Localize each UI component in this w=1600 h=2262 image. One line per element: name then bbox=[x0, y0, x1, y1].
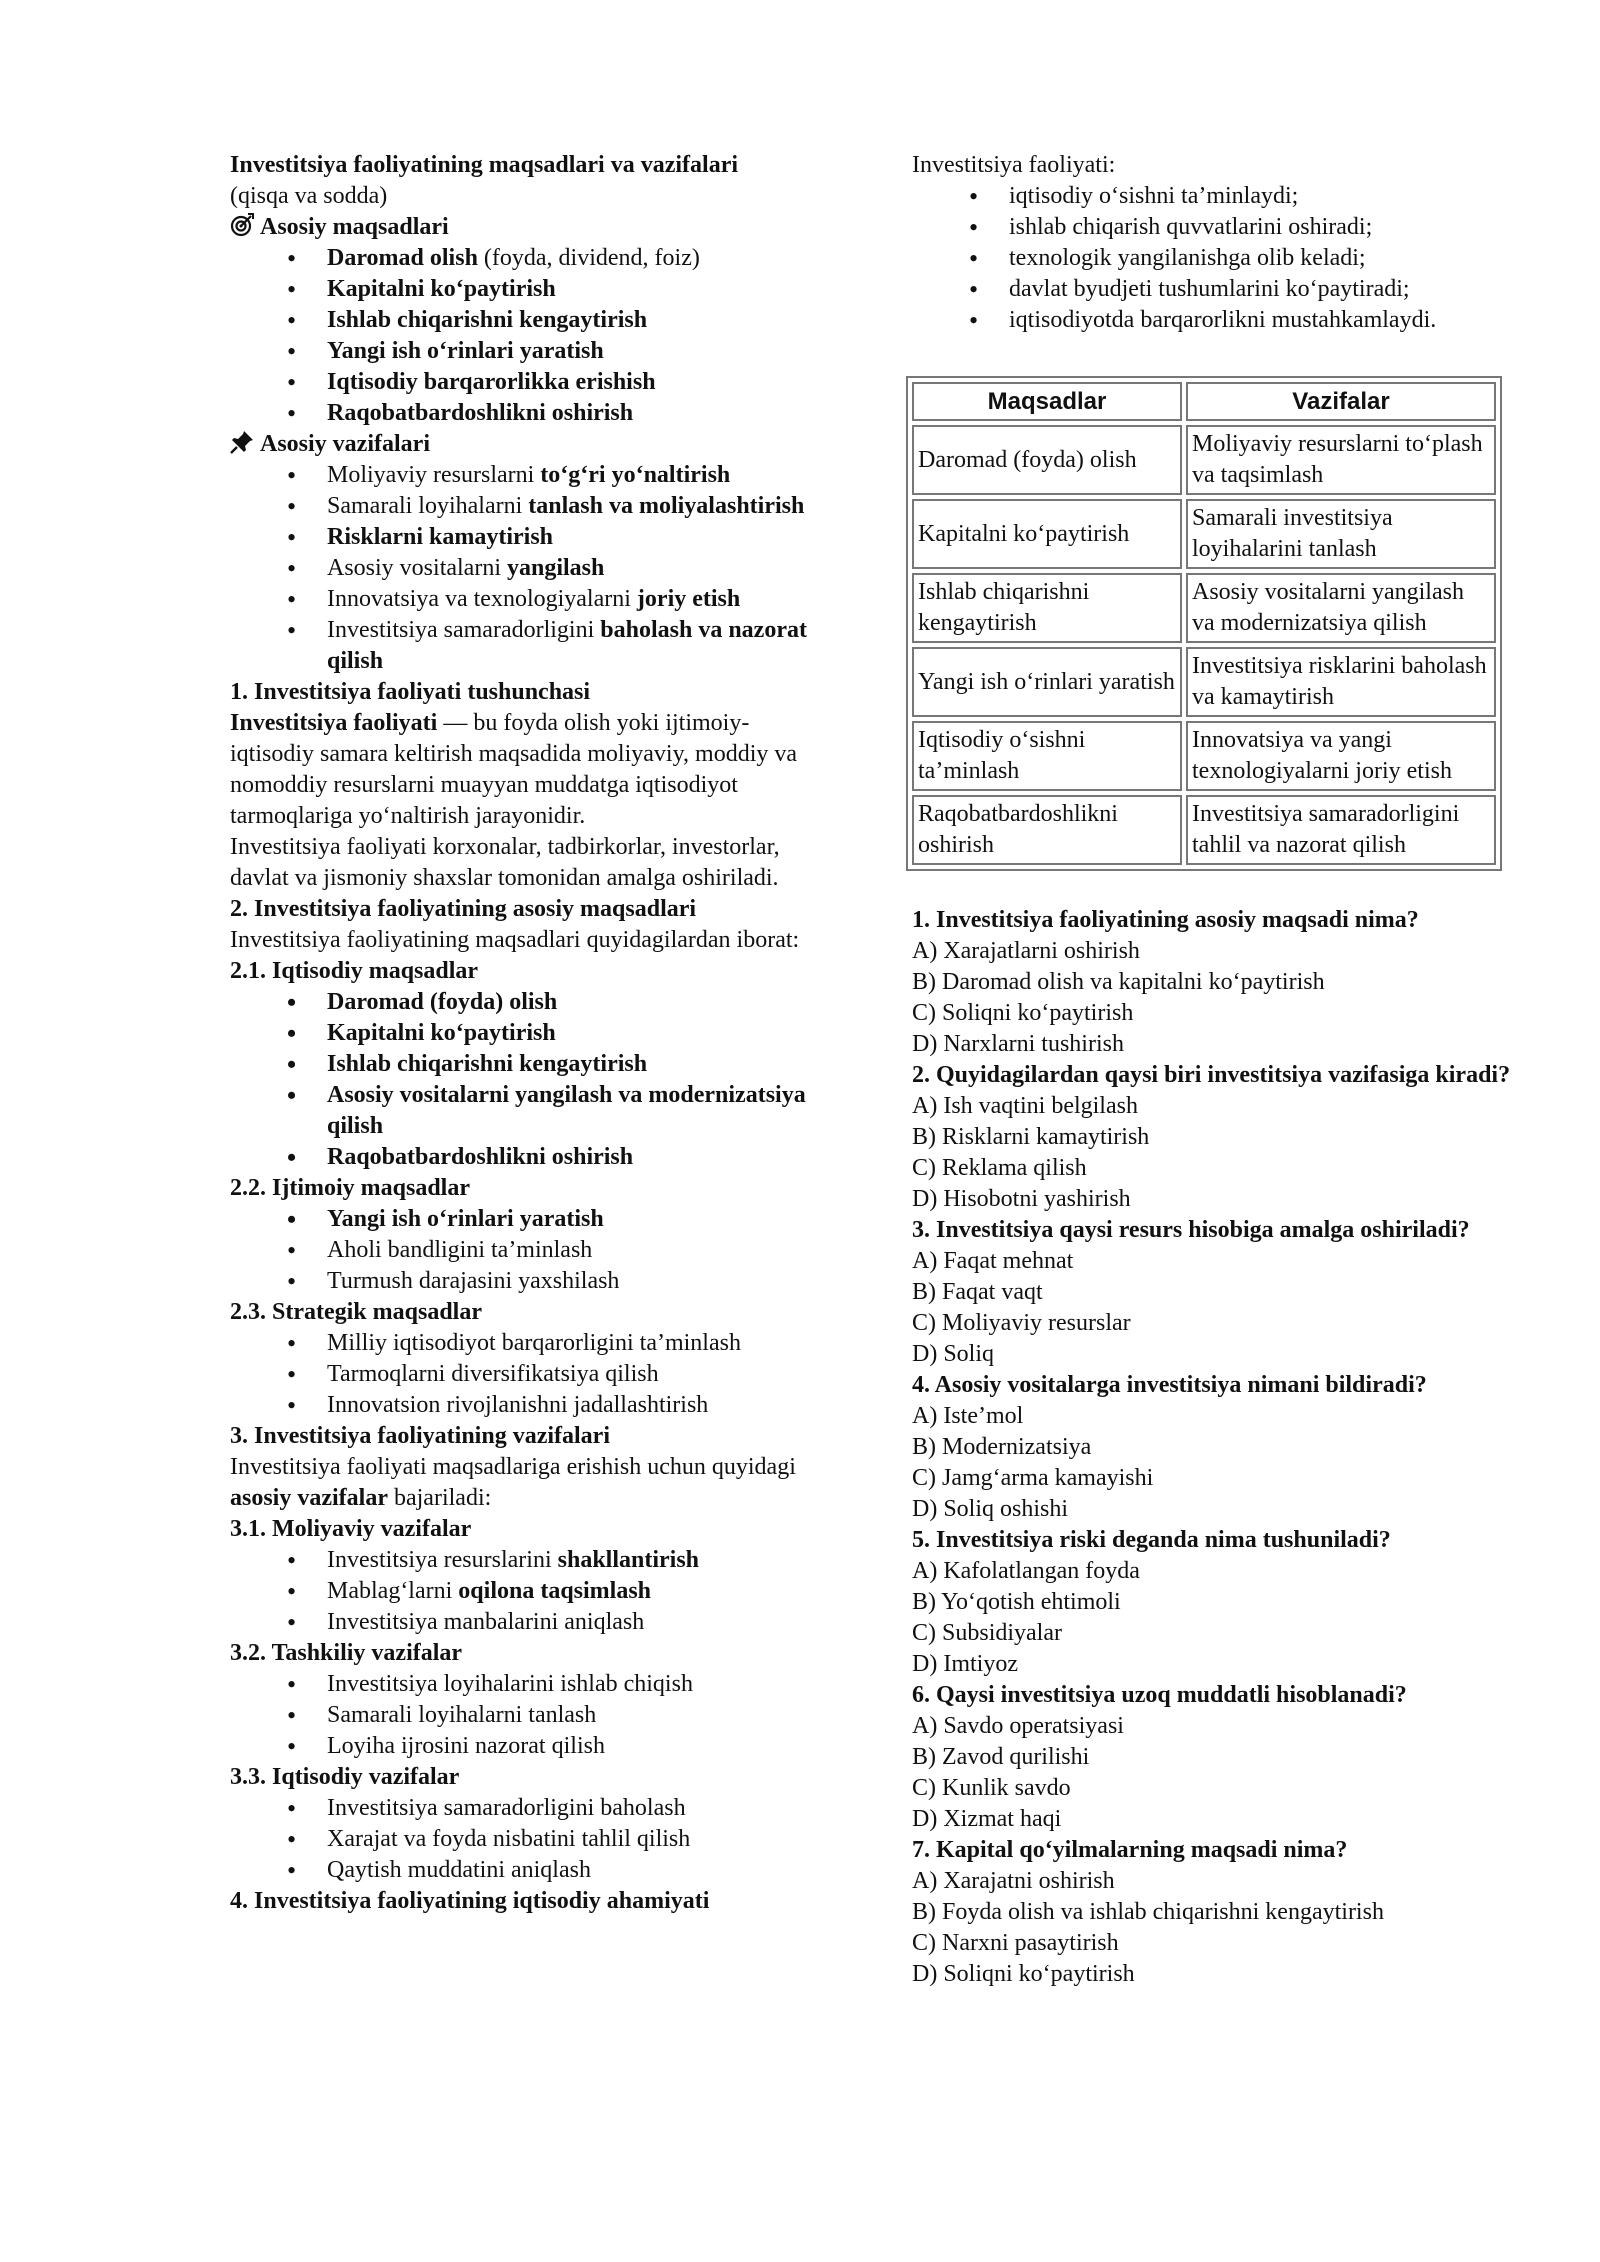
table-cell-goal: Raqobatbardoshlikni oshirish bbox=[912, 795, 1182, 865]
list-item: • davlat byudjeti tushumlarini ko‘paytiradi; bbox=[1009, 274, 1512, 305]
right-column bbox=[912, 150, 1512, 1990]
list-item: • Ishlab chiqarishni kengaytirish bbox=[327, 305, 830, 336]
list-item: • Raqobatbardoshlikni oshirish bbox=[327, 398, 830, 429]
list-item: • Innovatsiya va texnologiyalarni joriy etish bbox=[327, 584, 830, 615]
quiz-option: D) Hisobotni yashirish bbox=[912, 1186, 1131, 1212]
quiz-option: C) Moliyaviy resurslar bbox=[912, 1310, 1131, 1336]
s2-intro: Investitsiya faoliyatining maqsadlari quyidagilardan iborat: bbox=[230, 927, 800, 953]
list-item: • Mablag‘larni oqilona taqsimlash bbox=[327, 1576, 830, 1607]
quiz-question: 1. Investitsiya faoliyatining asosiy maqsadi nima? bbox=[912, 907, 1419, 933]
list-item: • Moliyaviy resurslarni to‘g‘ri yo‘naltirish bbox=[327, 460, 830, 491]
s1-paragraph: Investitsiya faoliyati korxonalar, tadbirkorlar, investorlar, davlat va jismoniy shaxslar tomonidan amalga oshiriladi. bbox=[230, 834, 780, 891]
list-item: • Kapitalni ko‘paytirish bbox=[327, 274, 830, 305]
s21-list bbox=[230, 987, 830, 1173]
quiz-option: A) Savdo operatsiyasi bbox=[912, 1713, 1124, 1739]
list-item: • Xarajat va foyda nisbatini tahlil qilish bbox=[327, 1824, 830, 1855]
s23-list bbox=[230, 1328, 830, 1421]
s31-list bbox=[230, 1545, 830, 1638]
list-item: • Innovatsion rivojlanishni jadallashtirish bbox=[327, 1390, 830, 1421]
s3-intro: Investitsiya faoliyati maqsadlariga erishish uchun quyidagi asosiy vazifalar bajariladi: bbox=[230, 1454, 796, 1511]
quiz-option: C) Narxni pasaytirish bbox=[912, 1930, 1119, 1956]
list-item: • Samarali loyihalarni tanlash bbox=[327, 1700, 830, 1731]
quiz-option: C) Kunlik savdo bbox=[912, 1775, 1071, 1801]
quiz-option: B) Daromad olish va kapitalni ko‘paytirish bbox=[912, 969, 1325, 995]
s32-heading: 3.2. Tashkiliy vazifalar bbox=[230, 1640, 463, 1666]
list-item: • Investitsiya samaradorligini baholash va nazorat qilish bbox=[327, 615, 830, 677]
quiz-option: C) Subsidiyalar bbox=[912, 1620, 1062, 1646]
s22-heading: 2.2. Ijtimoiy maqsadlar bbox=[230, 1175, 470, 1201]
list-item: • ishlab chiqarish quvvatlarini oshiradi; bbox=[1009, 212, 1512, 243]
quiz-question: 6. Qaysi investitsiya uzoq muddatli hisoblanadi? bbox=[912, 1682, 1407, 1708]
quiz-option: B) Risklarni kamaytirish bbox=[912, 1124, 1150, 1150]
s4-heading: 4. Investitsiya faoliyatining iqtisodiy ahamiyati bbox=[230, 1888, 710, 1914]
list-item: • Investitsiya resurslarini shakllantirish bbox=[327, 1545, 830, 1576]
list-item: • Daromad (foyda) olish bbox=[327, 987, 830, 1018]
quiz-option: D) Soliq oshishi bbox=[912, 1496, 1069, 1522]
list-item: • Yangi ish o‘rinlari yaratish bbox=[327, 1204, 830, 1235]
list-item: • Tarmoqlarni diversifikatsiya qilish bbox=[327, 1359, 830, 1390]
list-item: • Milliy iqtisodiyot barqarorligini ta’minlash bbox=[327, 1328, 830, 1359]
s23-heading: 2.3. Strategik maqsadlar bbox=[230, 1299, 482, 1325]
table-header-row bbox=[912, 382, 1496, 421]
s22-list bbox=[230, 1204, 830, 1297]
list-item: • Ishlab chiqarishni kengaytirish bbox=[327, 1049, 830, 1080]
list-item: • Asosiy vositalarni yangilash va modernizatsiya qilish bbox=[327, 1080, 830, 1142]
table-cell-goal: Daromad (foyda) olish bbox=[912, 425, 1182, 495]
list-item: • Daromad olish (foyda, dividend, foiz) bbox=[327, 243, 830, 274]
quiz-option: A) Ish vaqtini belgilash bbox=[912, 1093, 1138, 1119]
list-item: • Investitsiya samaradorligini baholash bbox=[327, 1793, 830, 1824]
pushpin-icon bbox=[230, 430, 254, 454]
quiz-option: B) Faqat vaqt bbox=[912, 1279, 1043, 1305]
table-row bbox=[912, 499, 1496, 569]
table-cell-task: Samarali investitsiya loyihalarini tanlash bbox=[1186, 499, 1496, 569]
quiz-question: 2. Quyidagilardan qaysi biri investitsiya vazifasiga kiradi? bbox=[912, 1062, 1511, 1088]
list-item: • iqtisodiy o‘sishni ta’minlaydi; bbox=[1009, 181, 1512, 212]
table-cell-task: Innovatsiya va yangi texnologiyalarni joriy etish bbox=[1186, 721, 1496, 791]
list-item: • Qaytish muddatini aniqlash bbox=[327, 1855, 830, 1886]
s33-heading: 3.3. Iqtisodiy vazifalar bbox=[230, 1764, 460, 1790]
list-item: • Loyiha ijrosini nazorat qilish bbox=[327, 1731, 830, 1762]
quiz-option: C) Jamg‘arma kamayishi bbox=[912, 1465, 1154, 1491]
table-cell-goal: Ishlab chiqarishni kengaytirish bbox=[912, 573, 1182, 643]
tasks-list bbox=[230, 460, 830, 677]
quiz-option: A) Xarajatlarni oshirish bbox=[912, 938, 1140, 964]
quiz-option: C) Reklama qilish bbox=[912, 1155, 1087, 1181]
left-column bbox=[230, 150, 830, 1917]
quiz-option: D) Soliq bbox=[912, 1341, 995, 1367]
quiz-question: 3. Investitsiya qaysi resurs hisobiga amalga oshiriladi? bbox=[912, 1217, 1470, 1243]
list-item: • Raqobatbardoshlikni oshirish bbox=[327, 1142, 830, 1173]
quiz-option: A) Xarajatni oshirish bbox=[912, 1868, 1115, 1894]
s32-list bbox=[230, 1669, 830, 1762]
table-cell-task: Investitsiya risklarini baholash va kamaytirish bbox=[1186, 647, 1496, 717]
s1-definition: Investitsiya faoliyati — bu foyda olish yoki ijtimoiy-iqtisodiy samara keltirish maqsadida moliyaviy, moddiy va nomoddiy resurslarni muayyan muddatga iqtisodiyot tarmoqlariga yo‘naltirish jarayonidir. bbox=[230, 710, 798, 829]
table-row bbox=[912, 721, 1496, 791]
s21-heading: 2.1. Iqtisodiy maqsadlar bbox=[230, 958, 479, 984]
list-item: • texnologik yangilanishga olib keladi; bbox=[1009, 243, 1512, 274]
table-header-tasks: Vazifalar bbox=[1186, 382, 1496, 421]
quiz-option: A) Iste’mol bbox=[912, 1403, 1024, 1429]
list-item: • iqtisodiyotda barqarorlikni mustahkamlaydi. bbox=[1009, 305, 1512, 336]
s33-list bbox=[230, 1793, 830, 1886]
doc-subtitle: (qisqa va sodda) bbox=[230, 183, 388, 209]
list-item: • Aholi bandligini ta’minlash bbox=[327, 1235, 830, 1266]
table-cell-task: Investitsiya samaradorligini tahlil va nazorat qilish bbox=[1186, 795, 1496, 865]
table-row bbox=[912, 795, 1496, 865]
quiz bbox=[912, 905, 1512, 1990]
doc-title: Investitsiya faoliyatining maqsadlari va vazifalari bbox=[230, 152, 739, 178]
target-icon bbox=[230, 213, 254, 237]
quiz-option: D) Narxlarni tushirish bbox=[912, 1031, 1124, 1057]
table-cell-goal: Iqtisodiy o‘sishni ta’minlash bbox=[912, 721, 1182, 791]
quiz-option: D) Xizmat haqi bbox=[912, 1806, 1062, 1832]
table-cell-task: Asosiy vositalarni yangilash va modernizatsiya qilish bbox=[1186, 573, 1496, 643]
table-cell-goal: Yangi ish o‘rinlari yaratish bbox=[912, 647, 1182, 717]
s3-heading: 3. Investitsiya faoliyatining vazifalari bbox=[230, 1423, 610, 1449]
table-row bbox=[912, 647, 1496, 717]
table-row bbox=[912, 425, 1496, 495]
s1-heading: 1. Investitsiya faoliyati tushunchasi bbox=[230, 679, 591, 705]
list-item: • Turmush darajasini yaxshilash bbox=[327, 1266, 830, 1297]
list-item: • Kapitalni ko‘paytirish bbox=[327, 1018, 830, 1049]
quiz-option: B) Foyda olish va ishlab chiqarishni kengaytirish bbox=[912, 1899, 1384, 1925]
quiz-option: B) Yo‘qotish ehtimoli bbox=[912, 1589, 1121, 1615]
quiz-option: B) Zavod qurilishi bbox=[912, 1744, 1090, 1770]
list-item: • Yangi ish o‘rinlari yaratish bbox=[327, 336, 830, 367]
quiz-question: 4. Asosiy vositalarga investitsiya nimani bildiradi? bbox=[912, 1372, 1427, 1398]
quiz-option: D) Soliqni ko‘paytirish bbox=[912, 1961, 1135, 1987]
s2-heading: 2. Investitsiya faoliyatining asosiy maqsadlari bbox=[230, 896, 697, 922]
s31-heading: 3.1. Moliyaviy vazifalar bbox=[230, 1516, 472, 1542]
goals-list bbox=[230, 243, 830, 429]
quiz-option: A) Faqat mehnat bbox=[912, 1248, 1074, 1274]
list-item: • Investitsiya manbalarini aniqlash bbox=[327, 1607, 830, 1638]
quiz-option: D) Imtiyoz bbox=[912, 1651, 1018, 1677]
quiz-option: A) Kafolatlangan foyda bbox=[912, 1558, 1140, 1584]
impact-intro: Investitsiya faoliyati: bbox=[912, 152, 1116, 178]
table-row bbox=[912, 573, 1496, 643]
quiz-question: 5. Investitsiya riski deganda nima tushuniladi? bbox=[912, 1527, 1391, 1553]
list-item: • Samarali loyihalarni tanlash va moliyalashtirish bbox=[327, 491, 830, 522]
tasks-heading: Asosiy vazifalari bbox=[230, 429, 830, 460]
goals-tasks-table bbox=[906, 376, 1502, 871]
goals-heading: Asosiy maqsadlari bbox=[230, 212, 830, 243]
quiz-option: C) Soliqni ko‘paytirish bbox=[912, 1000, 1134, 1026]
impact-list bbox=[912, 181, 1512, 336]
quiz-option: B) Modernizatsiya bbox=[912, 1434, 1092, 1460]
list-item: • Asosiy vositalarni yangilash bbox=[327, 553, 830, 584]
table-cell-goal: Kapitalni ko‘paytirish bbox=[912, 499, 1182, 569]
list-item: • Risklarni kamaytirish bbox=[327, 522, 830, 553]
table-cell-task: Moliyaviy resurslarni to‘plash va taqsimlash bbox=[1186, 425, 1496, 495]
table-header-goals: Maqsadlar bbox=[912, 382, 1182, 421]
list-item: • Investitsiya loyihalarini ishlab chiqish bbox=[327, 1669, 830, 1700]
quiz-question: 7. Kapital qo‘yilmalarning maqsadi nima? bbox=[912, 1837, 1348, 1863]
list-item: • Iqtisodiy barqarorlikka erishish bbox=[327, 367, 830, 398]
